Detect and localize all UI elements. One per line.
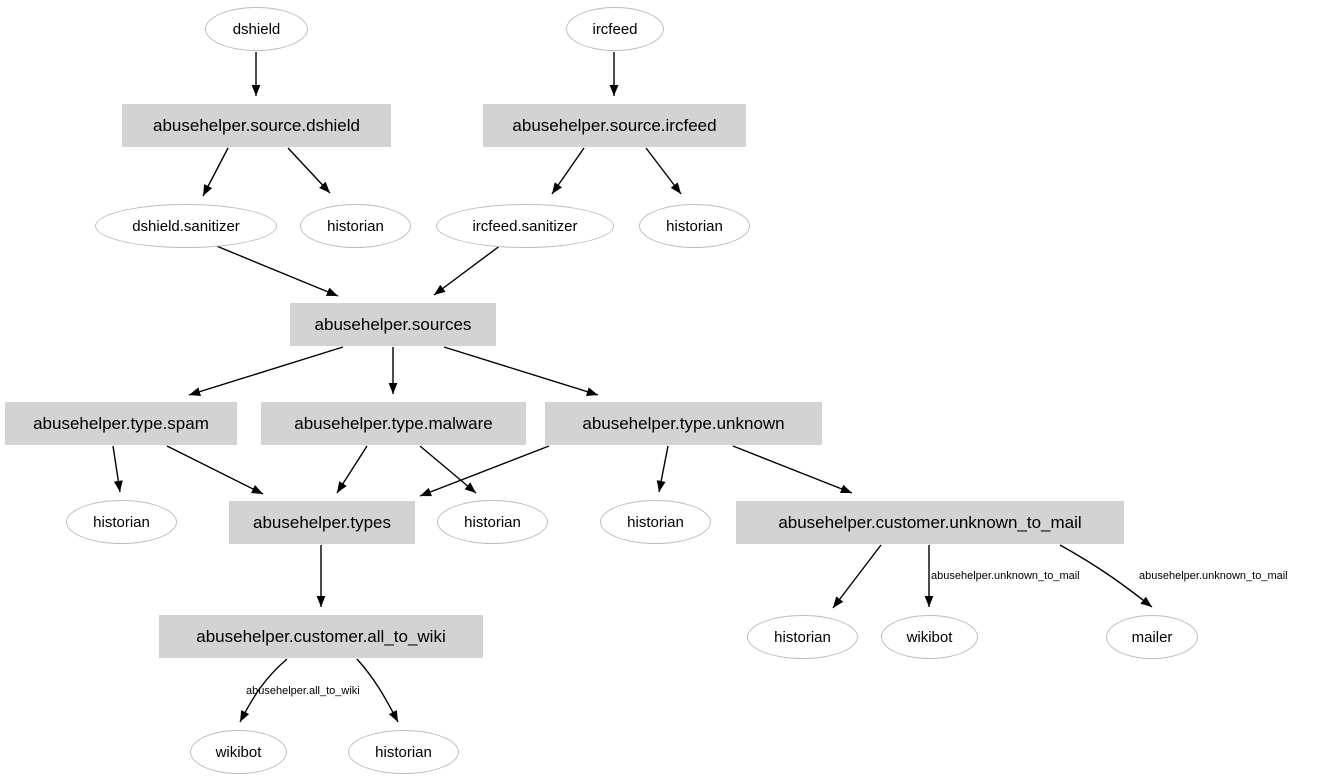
graph-node-label: dshield.sanitizer [132,217,240,235]
graph-node-src_dshield[interactable] [122,104,391,147]
graph-node-label: ircfeed.sanitizer [472,217,578,235]
graph-node-ircfeed[interactable] [566,7,664,51]
graph-node-label: abusehelper.source.ircfeed [512,115,717,135]
graph-node-label: dshield [232,20,281,38]
graph-node-label: wikibot [215,743,262,761]
graph-node-label: abusehelper.types [253,512,391,532]
graph-node-mailer[interactable] [1106,615,1198,659]
graph-node-historian_1[interactable] [300,204,411,248]
graph-edge-sources-to-type_spam [189,347,343,395]
graph-node-wikibot_2[interactable] [190,730,287,774]
graph-node-historian_6[interactable] [747,615,858,659]
graph-edge-dshield_sanitizer-to-sources [214,245,338,296]
graph-node-label: mailer [1131,628,1173,646]
graph-node-label: wikibot [906,628,953,646]
graph-edge-type_unknown-to-historian_5 [659,446,668,492]
graph-node-label: abusehelper.type.unknown [582,413,785,433]
graph-node-label: ircfeed [592,20,638,38]
graph-node-type_malware[interactable] [261,402,526,445]
graph-edge-type_unknown-to-types [420,446,549,496]
graph-node-types[interactable] [229,501,415,544]
graph-node-sources[interactable] [290,303,496,346]
graph-edge-type_spam-to-types [167,446,263,494]
graph-edge-type_malware-to-historian_4 [420,446,476,493]
graph-node-cust_unknown_to_mail[interactable] [736,501,1124,544]
graph-edge-sources-to-type_unknown [444,347,598,395]
graph-node-historian_5[interactable] [600,500,711,544]
graph-node-label: historian [464,513,521,531]
graph-edge-cust_all_to_wiki-to-historian_7 [357,659,398,722]
graph-edge-src_dshield-to-dshield_sanitizer [203,148,228,196]
graph-edge-type_malware-to-types [337,446,367,493]
graph-edge-label-unknown_to_mail_2: abusehelper.unknown_to_mail [1139,570,1288,582]
graph-edge-type_spam-to-historian_3 [113,446,120,492]
graph-node-wikibot_1[interactable] [881,615,978,659]
graph-node-type_unknown[interactable] [545,402,822,445]
graph-edge-ircfeed_sanitizer-to-sources [434,245,501,295]
graph-node-historian_2[interactable] [639,204,750,248]
graph-node-label: abusehelper.customer.unknown_to_mail [778,512,1082,532]
graph-edge-label-all_to_wiki_1: abusehelper.all_to_wiki [246,685,360,697]
graph-node-historian_4[interactable] [437,500,548,544]
graph-node-src_ircfeed[interactable] [483,104,746,147]
graph-node-dshield_sanitizer[interactable] [95,204,277,248]
graph-node-ircfeed_sanitizer[interactable] [436,204,614,248]
graph-node-label: abusehelper.customer.all_to_wiki [196,626,446,646]
graph-node-label: historian [666,217,723,235]
graph-node-label: historian [327,217,384,235]
graph-node-label: abusehelper.source.dshield [153,115,360,135]
graph-node-label: abusehelper.type.spam [33,413,209,433]
graph-node-label: historian [93,513,150,531]
graph-edge-label-unknown_to_mail_1: abusehelper.unknown_to_mail [931,570,1080,582]
graph-edge-src_ircfeed-to-historian_2 [646,148,681,194]
graph-node-label: abusehelper.sources [314,314,472,334]
graph-node-label: abusehelper.type.malware [294,413,493,433]
graph-node-label: historian [774,628,831,646]
graph-node-historian_7[interactable] [348,730,459,774]
graph-edge-cust_unknown_to_mail-to-historian_6 [833,545,881,608]
graph-edge-src_ircfeed-to-ircfeed_sanitizer [552,148,584,194]
graph-edge-src_dshield-to-historian_1 [288,148,330,193]
graph-node-cust_all_to_wiki[interactable] [159,615,483,658]
graph-node-label: historian [627,513,684,531]
graph-edge-type_unknown-to-cust_unknown_to_mail [733,446,852,493]
graph-node-historian_3[interactable] [66,500,177,544]
graph-node-type_spam[interactable] [5,402,237,445]
graph-node-label: historian [375,743,432,761]
graph-node-dshield[interactable] [205,7,308,51]
